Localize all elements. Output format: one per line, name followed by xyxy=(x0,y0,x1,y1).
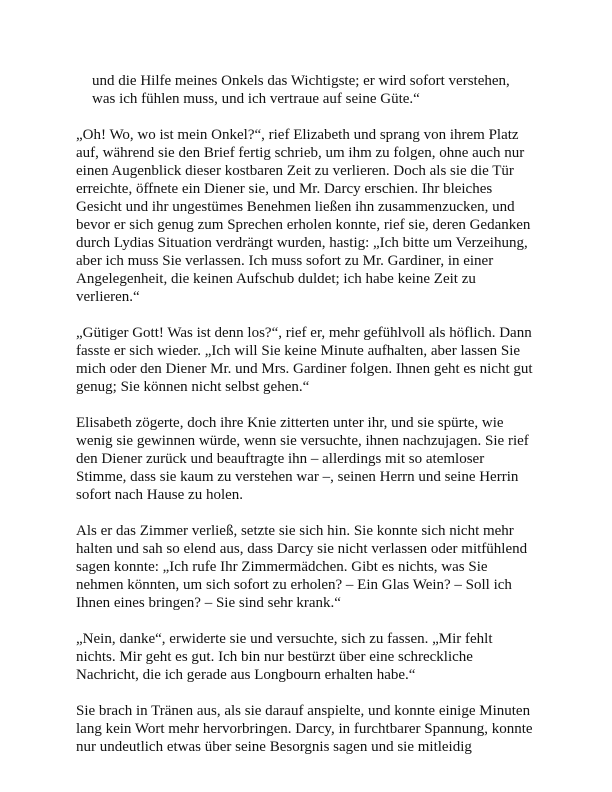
text-line: erreichte, öffnete ein Diener sie, und Mr. Darcy erschien. Ihr bleiches xyxy=(76,181,493,197)
text-line: verlieren.“ xyxy=(76,289,140,305)
text-line: „Oh! Wo, wo ist mein Onkel?“, rief Elizabeth und sprang von ihrem Platz xyxy=(76,127,519,143)
paragraph xyxy=(76,324,536,396)
text-line: genug; Sie können nicht selbst gehen.“ xyxy=(76,379,310,395)
letter-quote-block xyxy=(76,72,536,108)
text-line: Sie brach in Tränen aus, als sie darauf anspielte, und konnte einige Minuten xyxy=(76,703,531,719)
text-line: nichts. Mir geht es gut. Ich bin nur bestürzt über eine schreckliche xyxy=(76,649,473,665)
text-line: und die Hilfe meines Onkels das Wichtigste; er wird sofort verstehen, xyxy=(92,73,510,89)
text-line: nehmen könnten, um sich sofort zu erholen? – Ein Glas Wein? – Soll ich xyxy=(76,577,512,593)
paragraph xyxy=(76,522,536,612)
text-line: Als er das Zimmer verließ, setzte sie sich hin. Sie konnte sich nicht mehr xyxy=(76,523,514,539)
paragraph xyxy=(76,702,536,756)
text-line: halten und sah so elend aus, dass Darcy sie nicht verlassen oder mitfühlend xyxy=(76,541,528,557)
text-line: wenig sie gewinnen würde, wenn sie versuchte, ihnen nachzujagen. Sie rief xyxy=(76,433,529,449)
text-line: Elisabeth zögerte, doch ihre Knie zitterten unter ihr, und sie spürte, wie xyxy=(76,415,504,431)
text-line: nur undeutlich etwas über seine Besorgnis sagen und sie mitleidig xyxy=(76,739,472,755)
text-line: sofort nach Hause zu holen. xyxy=(76,487,244,503)
text-line: lang kein Wort mehr hervorbringen. Darcy, in furchtbarer Spannung, konnte xyxy=(76,721,533,737)
text-line: bevor er sich genug zum Sprechen erholen konnte, rief sie, deren Gedanken xyxy=(76,217,531,233)
paragraph xyxy=(76,630,536,684)
text-line: „Nein, danke“, erwiderte sie und versuchte, sich zu fassen. „Mir fehlt xyxy=(76,631,493,647)
text-line: was ich fühlen muss, und ich vertraue auf seine Güte.“ xyxy=(92,91,420,107)
text-line: Angelegenheit, die keinen Aufschub duldet; ich habe keine Zeit zu xyxy=(76,271,476,287)
paragraph xyxy=(76,414,536,504)
text-line: fasste er sich wieder. „Ich will Sie keine Minute aufhalten, aber lassen Sie xyxy=(76,343,521,359)
text-line: einen Augenblick dieser kostbaren Zeit zu verlieren. Doch als sie die Tür xyxy=(76,163,514,179)
document-page xyxy=(76,72,536,774)
text-line: auf, während sie den Brief fertig schrieb, um ihm zu folgen, ohne auch nur xyxy=(76,145,525,161)
text-line: mich oder den Diener Mr. und Mrs. Gardiner folgen. Ihnen geht es nicht gut xyxy=(76,361,533,377)
text-line: durch Lydias Situation verdrängt wurden, hastig: „Ich bitte um Verzeihung, xyxy=(76,235,528,251)
text-line: aber ich muss Sie verlassen. Ich muss sofort zu Mr. Gardiner, in einer xyxy=(76,253,494,269)
text-line: Gesicht und ihr ungestümes Benehmen ließen ihn zusammenzucken, und xyxy=(76,199,515,215)
text-line: „Gütiger Gott! Was ist denn los?“, rief er, mehr gefühlvoll als höflich. Dann xyxy=(76,325,532,341)
paragraph xyxy=(76,126,536,306)
text-line: Nachricht, die ich gerade aus Longbourn erhalten habe.“ xyxy=(76,667,416,683)
text-line: den Diener zurück und beauftragte ihn – allerdings mit so atemloser xyxy=(76,451,485,467)
text-line: Ihnen eines bringen? – Sie sind sehr krank.“ xyxy=(76,595,341,611)
text-line: Stimme, dass sie kaum zu verstehen war –, seinen Herrn und seine Herrin xyxy=(76,469,519,485)
text-line: sagen konnte: „Ich rufe Ihr Zimmermädchen. Gibt es nichts, was Sie xyxy=(76,559,488,575)
